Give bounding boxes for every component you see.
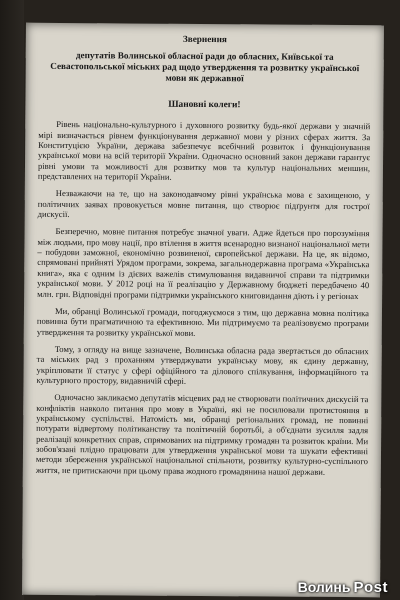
dark-background-edge [0, 0, 24, 600]
watermark-part-1: Волинь [297, 579, 351, 595]
watermark-part-2: Post [353, 579, 388, 596]
greeting: Шановні колеги! [168, 99, 241, 111]
paper-sheet [22, 23, 384, 597]
paragraph-6: Одночасно закликаємо депутатів місцевих рад не створювати політичних дискусій та конфліктів навколо питання про мову в Україні, які не посилювали протистояння в українському суспільстві. Натомість ми, обранці регіональних громад, не повинні потурати відвертому політиканству та політичній боротьбі, а об'єднати зусилля задля реалізації конкретних справ, спрямованих на підтримку громадян та розвиток країни. Ми зобов'язані плідно працювати для утвердження української мови та шукати ефективні методи збереження української національної спільноти, розвитку культурно-суспільного життя, не притискаючи при цьому права жодного громадянина нашої держави. [35, 392, 369, 477]
document-title: Звернення [182, 33, 227, 45]
paragraph-4: Ми, обранці Волинської громади, погоджуємося з тим, що державна мовна політика повинна бути прагматичною та ефективною. Ми підтримуємо та реалізовуємо програми утвердження та розвитку української мови. [36, 305, 370, 338]
volyn-post-watermark [298, 579, 388, 596]
document-body [22, 23, 384, 597]
paragraph-3: Безперечно, мовне питання потребує значної уваги. Адже йдеться про порозуміння між людьми, про мову нації, про втілення в життя всенародно визнаної національної мети – побудови заможної, економічно розвиненої, європейської держави. На це, як відомо, спрямовані прийняті Урядом програми, зокрема, загальнодержавна програма «Українська книга», яка є одним із дієвих важелів стимулювання видавничої справи та підтримки української мови. У 2012 році на її реалізацію у Державному бюджеті передбачено 40 млн. грн. Відповідні програми підтримки українського книговидання діють і у регіонах [37, 226, 370, 301]
paragraph-1: Рівень національно-культурного і духовного розвитку будь-якої держави у значній мірі визначається рівнем функціонування державної мови у різних сферах життя. За Конституцією України, держава забезпечує всебічний розвиток і функціонування української мови на всій території України. Одночасно основний закон держави гарантує рівні умови та можливості для розвитку мов та культур національних меншин, представлених на території України. [37, 119, 371, 182]
document-subtitle: депутатів Волинської обласної ради до обласних, Київської та Севастопольської міських рад щодо утвердження та розвитку української мови як державної [50, 50, 360, 84]
paragraph-5: Тому, з огляду на вище зазначене, Волинська обласна рада звертається до обласних та міських рад з проханням утверджувати українську мову, як єдину державну, укріплювати її статус у сфері офіційного та ділового спілкування, інформаційного та культурного простору, видавничій сфері. [36, 343, 369, 386]
paragraph-2: Незважаючи на те, що на законодавчому рівні українська мова є захищеною, у політичних заявах провокується мовне питання, що створює підґрунтя для гострої дискусії. [37, 188, 370, 220]
